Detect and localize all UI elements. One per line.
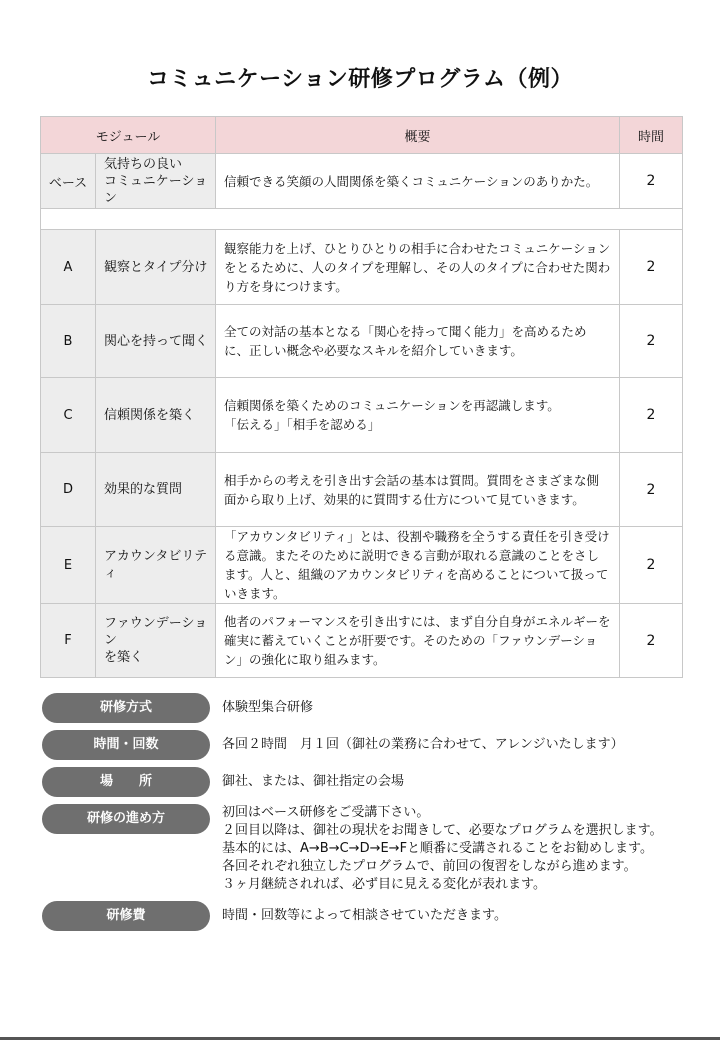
module-summary: 全ての対話の基本となる「関心を持って聞く能力」を高めるために、正しい概念や必要なスキルを紹介していきます。 <box>216 305 620 378</box>
module-name: アカウンタビリティ <box>96 527 216 604</box>
module-name: 効果的な質問 <box>96 453 216 527</box>
module-hours: 2 <box>620 378 683 453</box>
module-code: E <box>41 527 96 604</box>
info-row-method <box>42 693 682 723</box>
module-name: 信頼関係を築く <box>96 378 216 453</box>
module-name: ファウンデーション を築く <box>96 604 216 678</box>
module-name: 観察とタイプ分け <box>96 230 216 305</box>
info-text-venue: 御社、または、御社指定の会場 <box>222 774 405 789</box>
module-hours: 2 <box>620 230 683 305</box>
module-hours: 2 <box>620 154 683 209</box>
header-summary: 概要 <box>216 117 620 154</box>
table-row <box>41 604 683 678</box>
module-code: ベース <box>41 154 96 209</box>
module-summary: 「アカウンタビリティ」とは、役割や職務を全うする責任を引き受ける意識。またそのために説明できる言動が取れる意識のことをさします。人と、組織のアカウンタビリティを高めることについて扱っていきます。 <box>216 527 620 604</box>
module-code: A <box>41 230 96 305</box>
table-row <box>41 527 683 604</box>
info-row-venue <box>42 767 682 797</box>
module-summary: 観察能力を上げ、ひとりひとりの相手に合わせたコミュニケーションをとるために、人のタイプを理解し、その人のタイプに合わせた関わり方を身につけます。 <box>216 230 620 305</box>
training-info <box>42 693 682 938</box>
module-hours: 2 <box>620 527 683 604</box>
info-label-venue: 場 所 <box>42 767 210 797</box>
module-summary: 信頼関係を築くためのコミュニケーションを再認識します。 「伝える」「相手を認める」 <box>216 378 620 453</box>
module-code: C <box>41 378 96 453</box>
table-row <box>41 378 683 453</box>
info-text-fee: 時間・回数等によって相談させていただきます。 <box>222 908 507 923</box>
table-row <box>41 305 683 378</box>
info-text-process: 初回はベース研修をご受講下さい。 ２回目以降は、御社の現状をお聞きして、必要なプログラムを選択します。 基本的には、A→B→C→D→E→Fと順番に受講されることをお勧めします。 各回それぞれ独立したプログラムで、前回の復習をしながら進めます。 ３ヶ月継続されれば、必ず目に見える変化が表れます。 <box>222 805 663 892</box>
table-row-base <box>41 154 683 209</box>
module-summary: 相手からの考えを引き出す会話の基本は質問。質問をさまざまな側面から取り上げ、効果的に質問する仕方について見ていきます。 <box>216 453 620 527</box>
info-label-fee: 研修費 <box>42 901 210 931</box>
page-title: コミュニケーション研修プログラム（例） <box>147 67 573 92</box>
info-label-process: 研修の進め方 <box>42 804 210 834</box>
module-hours: 2 <box>620 604 683 678</box>
table-row <box>41 453 683 527</box>
module-code: B <box>41 305 96 378</box>
header-hours: 時間 <box>620 117 683 154</box>
info-label-schedule: 時間・回数 <box>42 730 210 760</box>
module-summary: 他者のパフォーマンスを引き出すには、まず自分自身がエネルギーを確実に蓄えていくことが肝要です。そのための「ファウンデーション」の強化に取り組みます。 <box>216 604 620 678</box>
table-row <box>41 230 683 305</box>
module-hours: 2 <box>620 305 683 378</box>
module-code: F <box>41 604 96 678</box>
info-row-process <box>42 804 682 894</box>
module-name: 関心を持って聞く <box>96 305 216 378</box>
info-row-fee <box>42 901 682 931</box>
table-header-row <box>41 117 683 154</box>
header-module: モジュール <box>41 117 216 154</box>
info-text-schedule: 各回２時間 月１回（御社の業務に合わせて、アレンジいたします） <box>222 737 624 752</box>
module-hours: 2 <box>620 453 683 527</box>
info-row-schedule <box>42 730 682 760</box>
module-summary: 信頼できる笑顔の人間関係を築くコミュニケーションのありかた。 <box>216 154 620 209</box>
table-spacer <box>41 209 683 230</box>
info-label-method: 研修方式 <box>42 693 210 723</box>
module-code: D <box>41 453 96 527</box>
module-table <box>40 116 683 678</box>
info-text-method: 体験型集合研修 <box>222 700 314 715</box>
module-name: 気持ちの良い コミュニケーション <box>96 154 216 209</box>
